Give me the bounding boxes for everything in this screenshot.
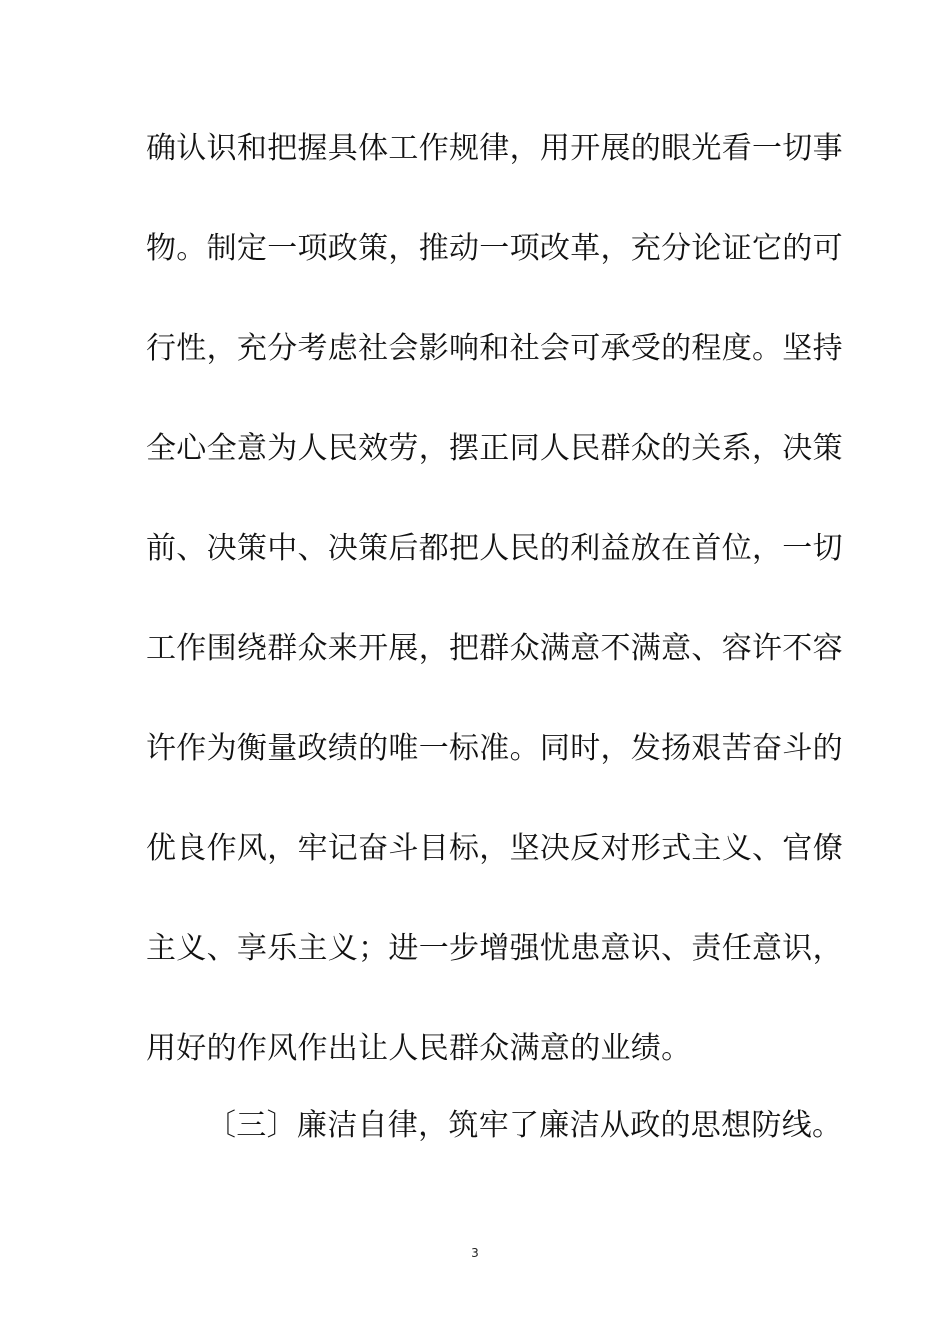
page-number: 3	[471, 1246, 479, 1260]
body-text-line-5: 前、决策中、决策后都把人民的利益放在首位，一切	[146, 531, 843, 566]
body-text-line-1: 确认识和把握具体工作规律，用开展的眼光看一切事	[146, 131, 843, 166]
body-text-line-2: 物。制定一项政策，推动一项改革，充分论证它的可	[146, 231, 843, 266]
body-text-line-7: 许作为衡量政绩的唯一标准。同时，发扬艰苦奋斗的	[146, 731, 843, 766]
body-text-line-3: 行性，充分考虑社会影响和社会可承受的程度。坚持	[146, 331, 843, 366]
body-text-line-6: 工作围绕群众来开展，把群众满意不满意、容许不容	[146, 631, 843, 666]
body-text-line-9: 主义、享乐主义；进一步增强忧患意识、责任意识，	[146, 931, 843, 966]
body-text-line-8: 优良作风，牢记奋斗目标，坚决反对形式主义、官僚	[146, 831, 843, 866]
body-text-line-4: 全心全意为人民效劳，摆正同人民群众的关系，决策	[146, 431, 843, 466]
body-text-line-10: 用好的作风作出让人民群众满意的业绩。	[146, 1031, 692, 1066]
section-heading: 〔三〕廉洁自律，筑牢了廉洁从政的思想防线。	[206, 1108, 843, 1143]
